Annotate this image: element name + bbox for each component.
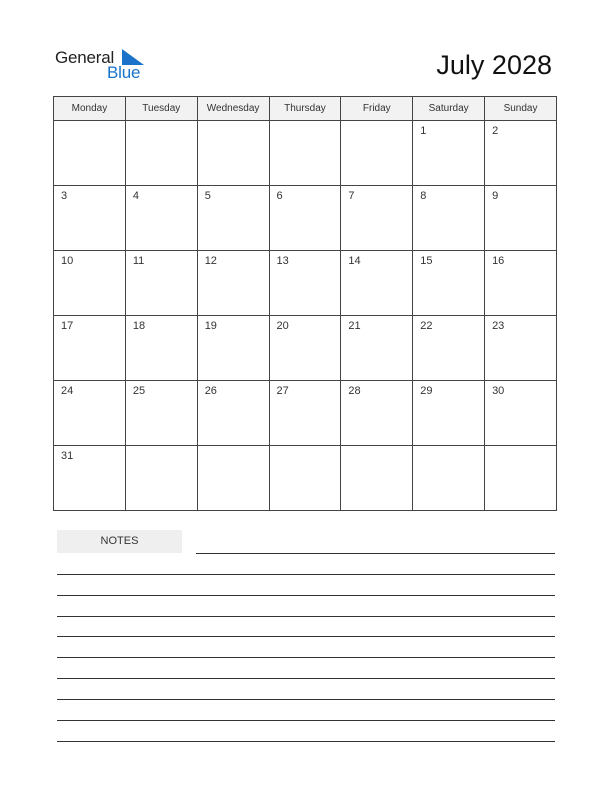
weekday-header: Tuesday: [125, 97, 197, 121]
week-row: [54, 121, 557, 186]
weekday-header: Saturday: [413, 97, 485, 121]
day-number: [270, 446, 341, 450]
note-line: [57, 595, 555, 596]
day-number: 17: [61, 320, 74, 332]
day-number: [270, 121, 341, 125]
day-number: 15: [420, 255, 433, 267]
day-cell: [341, 121, 413, 186]
weekday-header: Monday: [54, 97, 126, 121]
day-number: 21: [348, 320, 361, 332]
day-cell: [125, 446, 197, 511]
day-number: 29: [420, 385, 433, 397]
day-cell: [54, 186, 126, 251]
brand-name-blue: Blue: [107, 63, 141, 82]
note-line: [196, 553, 555, 554]
day-cell: [125, 251, 197, 316]
day-cell: [269, 381, 341, 446]
weekday-header: Thursday: [269, 97, 341, 121]
day-number: 20: [276, 320, 289, 332]
day-number: [198, 446, 269, 450]
day-number: 31: [61, 450, 74, 462]
day-number: 10: [61, 255, 74, 267]
day-cell: [54, 446, 126, 511]
notes-label: NOTES: [57, 530, 182, 553]
calendar-grid: [53, 96, 557, 511]
day-number: 22: [420, 320, 433, 332]
day-cell: [485, 446, 557, 511]
note-line: [57, 741, 555, 742]
day-cell: [485, 251, 557, 316]
day-number: 19: [204, 320, 217, 332]
month-title: July 2028: [436, 50, 552, 80]
day-number: 2: [492, 125, 499, 137]
day-cell: [341, 251, 413, 316]
note-line: [57, 678, 555, 679]
day-number: [341, 121, 412, 125]
day-number: [126, 121, 197, 125]
week-row: [54, 186, 557, 251]
day-number: 9: [492, 190, 499, 202]
day-cell: [413, 251, 485, 316]
day-number: 23: [492, 320, 505, 332]
note-line: [57, 636, 555, 637]
day-cell: [341, 381, 413, 446]
day-cell: [54, 381, 126, 446]
day-number: 25: [132, 385, 146, 397]
week-row: [54, 251, 557, 316]
day-cell: [269, 316, 341, 381]
day-number: 4: [132, 190, 139, 202]
day-cell: [125, 316, 197, 381]
day-cell: [54, 316, 126, 381]
day-number: [54, 121, 125, 125]
day-cell: [485, 186, 557, 251]
day-number: 24: [61, 385, 74, 397]
day-number: 16: [492, 255, 505, 267]
day-cell: [125, 121, 197, 186]
day-cell: [197, 316, 269, 381]
day-cell: [413, 186, 485, 251]
day-number: 3: [61, 190, 68, 202]
brand-name-general: General: [55, 48, 115, 67]
day-number: 14: [348, 255, 361, 267]
weekday-header-row: [54, 97, 557, 121]
day-number: 27: [276, 385, 289, 397]
day-number: 30: [492, 385, 505, 397]
day-number: [341, 446, 412, 450]
day-number: 8: [420, 190, 427, 202]
day-cell: [485, 316, 557, 381]
day-cell: [54, 251, 126, 316]
day-cell: [269, 186, 341, 251]
day-number: 1: [420, 125, 427, 137]
day-cell: [485, 121, 557, 186]
day-cell: [54, 121, 126, 186]
day-number: 11: [132, 255, 145, 267]
day-cell: [413, 446, 485, 511]
day-cell: [269, 121, 341, 186]
day-cell: [125, 186, 197, 251]
day-cell: [341, 446, 413, 511]
day-cell: [341, 186, 413, 251]
day-cell: [413, 121, 485, 186]
day-number: [485, 446, 556, 450]
day-number: 5: [204, 190, 211, 202]
day-number: 26: [204, 385, 217, 397]
weekday-header: Sunday: [485, 97, 557, 121]
brand-logo: [55, 46, 155, 84]
day-cell: [197, 381, 269, 446]
day-cell: [269, 251, 341, 316]
week-row: [54, 316, 557, 381]
day-cell: [197, 446, 269, 511]
note-line: [57, 699, 555, 700]
day-cell: [269, 446, 341, 511]
day-number: [126, 446, 197, 450]
note-line: [57, 574, 555, 575]
day-cell: [413, 381, 485, 446]
day-cell: [341, 316, 413, 381]
weekday-header: Wednesday: [197, 97, 269, 121]
day-number: [198, 121, 269, 125]
note-line: [57, 657, 555, 658]
weekday-header: Friday: [341, 97, 413, 121]
week-row: [54, 446, 557, 511]
week-row: [54, 381, 557, 446]
note-line: [57, 720, 555, 721]
day-number: 12: [204, 255, 217, 267]
day-number: 7: [348, 190, 355, 202]
day-number: 18: [132, 320, 146, 332]
day-number: 13: [276, 255, 289, 267]
day-cell: [197, 251, 269, 316]
day-cell: [413, 316, 485, 381]
day-number: 28: [348, 385, 361, 397]
note-line: [57, 616, 555, 617]
day-cell: [125, 381, 197, 446]
day-cell: [485, 381, 557, 446]
day-cell: [197, 121, 269, 186]
day-cell: [197, 186, 269, 251]
day-number: [413, 446, 484, 450]
day-number: 6: [276, 190, 283, 202]
